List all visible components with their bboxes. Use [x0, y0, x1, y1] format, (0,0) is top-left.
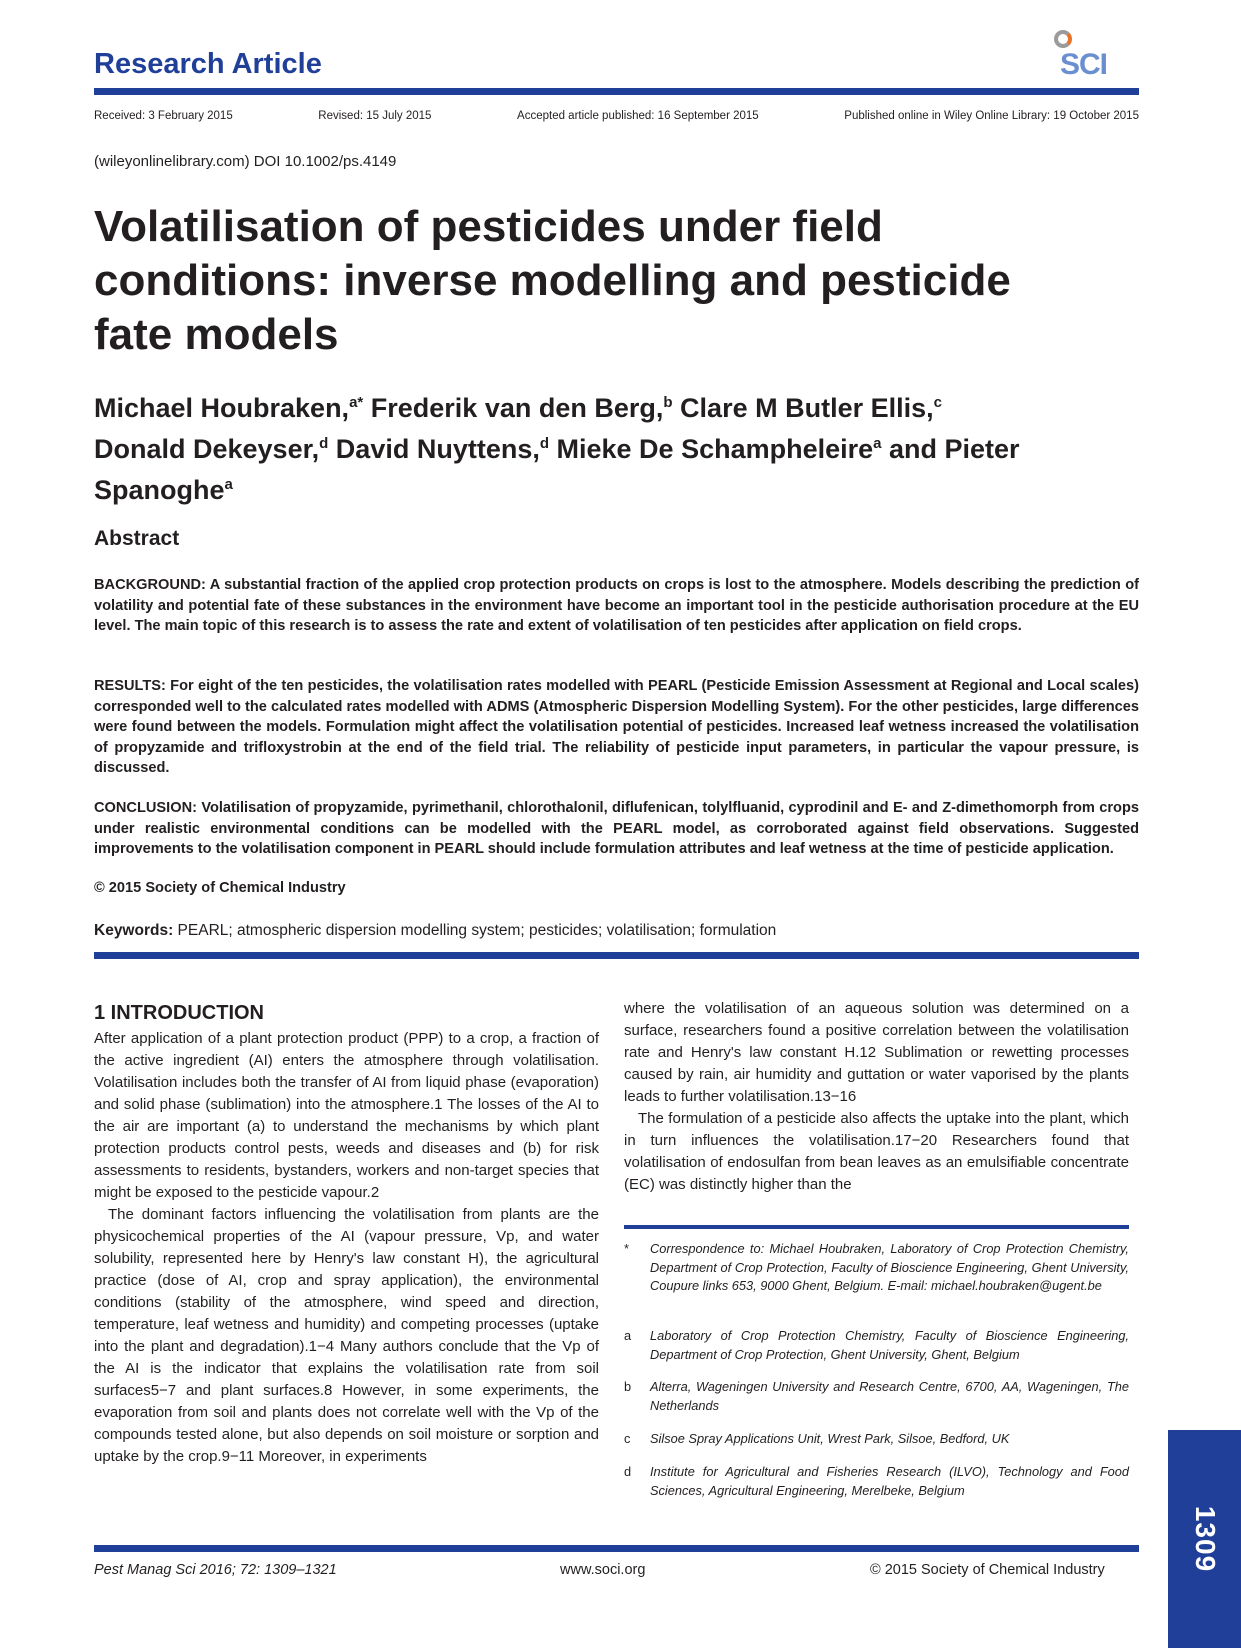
keywords-text: PEARL; atmospheric dispersion modelling system; pesticides; volatilisation; formulation [173, 922, 777, 939]
abstract-conclusion: CONCLUSION: Volatilisation of propyzamide, pyrimethanil, chlorothalonil, diflufenican, tolylfluanid, cyprodinil and E- and Z-dimethomorph from crops under realistic environmental conditions can be modelled with the PEARL model, as corroborated against field observations. Suggested improvements to the volatilisation component in PEARL should include formulation attributes and leaf wetness at the time of pesticide application. [94, 800, 1139, 857]
author: David Nuyttens,$^d$ [328, 434, 550, 464]
article-title: Volatilisation of pesticides under field conditions: inverse modelling and pesticide fate models [94, 202, 1011, 359]
affiliation-b: b Alterra, Wageningen University and Research Centre, 6700, AA, Wageningen, The Netherlands [624, 1379, 1129, 1413]
date-received: Received: 3 February 2015 [94, 110, 233, 122]
date-published: Published online in Wiley Online Library: 19 October 2015 [844, 110, 1139, 122]
affiliation-correspondence: * Correspondence to: Michael Houbraken, Laboratory of Crop Protection Chemistry, Department of Crop Protection, Faculty of Bioscience Engineering, Ghent University, Coupure links 653, 9000 Ghent, Belgium. E-mail: michael.houbraken@ugent.be [624, 1241, 1129, 1293]
paragraph: where the volatilisation of an aqueous solution was determined on a surface, researchers found a positive correlation between the volatilisation rate and Henry's law constant H.12 Sublimation or rewetting processes caused by rain, air humidity and guttation or water vaporised by the plants leads to further volatilisation.13−16 [624, 1000, 1129, 1105]
abstract-background: BACKGROUND: A substantial fraction of the applied crop protection products on crops is lost to the atmosphere. Models describing the prediction of volatility and potential fate of these substances in the environment have become an important tool in the pesticide authorisation procedure at the EU level. The main topic of this research is to assess the rate and extent of volatilisation of ten pesticides after application on field crops. [94, 577, 1139, 634]
date-revised: Revised: 15 July 2015 [318, 110, 432, 122]
author: Michael Houbraken,$^{a*}$ [94, 393, 364, 423]
page-number: 1309 [1189, 1505, 1221, 1573]
sci-logo [1050, 30, 1136, 84]
paragraph: After application of a plant protection product (PPP) to a crop, a fraction of the active ingredient (AI) enters the atmosphere through volatilisation. Volatilisation includes both the transfer of AI from liquid phase (evaporation) and solid phase (sublimation) into the atmosphere.1 The losses of the AI to the air are important (a) to understand the mechanisms by which plant protection products control pests, weeds and diseases and (b) for risk assessments to residents, bystanders, workers and non-target species that might be exposed to the pesticide vapour.2 [94, 1030, 599, 1201]
right-column [624, 998, 1129, 1196]
date-accepted: Accepted article published: 16 September 2015 [517, 110, 759, 122]
paragraph: The dominant factors influencing the volatilisation from plants are the physicochemical properties of the AI (vapour pressure, Vp, and water solubility, represented here by Henry's law constant H), the agricultural practice (dose of AI, crop and spray application), the environmental conditions (stability of the atmosphere, wind speed and direction, temperature, leaf wetness and humidity) and competing processes (uptake into the plant and degradation).1−4 Many authors conclude that the Vp of the AI is the indicator that explains the volatilisation rate from soil surfaces5−7 and plant surfaces.8 However, in some experiments, the evaporation from soil and plants does not correlate well with the Vp of the compounds tested alone, but also depends on soil moisture or sorption and uptake by the crop.9−11 Moreover, in experiments [94, 1206, 599, 1465]
page-number-tab [1168, 1430, 1241, 1648]
footer-copyright: © 2015 Society of Chemical Industry [870, 1562, 1105, 1578]
header-rule [94, 88, 1139, 95]
abstract-heading: Abstract [94, 527, 180, 550]
doi[interactable]: (wileyonlinelibrary.com) DOI 10.1002/ps.4149 [94, 153, 397, 170]
footer-journal: Pest Manag Sci 2016; 72: 1309–1321 [94, 1562, 337, 1578]
author: Clare M Butler Ellis,$^c$ [672, 393, 942, 423]
footer-rule [94, 1545, 1139, 1552]
introduction-heading: 1 INTRODUCTION [94, 1002, 264, 1024]
affiliation-d: d Institute for Agricultural and Fisheries Research (ILVO), Technology and Food Sciences, Agricultural Engineering, Merelbeke, Belgium [624, 1464, 1129, 1498]
abstract-results: RESULTS: For eight of the ten pesticides, the volatilisation rates modelled with PEARL (Pesticide Emission Assessment at Regional and Local scales) corresponded well to the calculated rates modelled with ADMS (Atmospheric Dispersion Modelling System). For the other pesticides, large differences were found between the models. Formulation might affect the volatilisation potential of pesticides. Increased leaf wetness increased the volatilisation of propyzamide and trifloxystrobin at the end of the field trial. The reliability of pesticide input parameters, in particular the vapour pressure, is discussed. [94, 678, 1139, 776]
affiliation-a: a Laboratory of Crop Protection Chemistry, Faculty of Bioscience Engineering, Department of Crop Protection, Ghent University, Ghent, Belgium [624, 1328, 1129, 1362]
keywords-label: Keywords: [94, 922, 174, 939]
sci-logo-text: SCI [1060, 48, 1108, 81]
affiliations-rule [624, 1225, 1129, 1229]
left-column [94, 1028, 599, 1468]
affiliation-c: c Silsoe Spray Applications Unit, Wrest Park, Silsoe, Bedford, UK [624, 1431, 1010, 1446]
section-rule [94, 952, 1139, 959]
footer-website[interactable]: www.soci.org [560, 1562, 646, 1578]
author: Donald Dekeyser,$^d$ [94, 434, 329, 464]
author: Mieke De Schampheleire$^a$ [549, 434, 882, 464]
author-list [94, 385, 1134, 508]
sci-logo-ring-icon [1054, 30, 1072, 48]
author: Frederik van den Berg,$^b$ [363, 393, 673, 423]
paragraph: The formulation of a pesticide also affects the uptake into the plant, which in turn influences the volatilisation.17−20 Researchers found that volatilisation of endosulfan from bean leaves as an emulsifiable concentrate (EC) was distinctly higher than the [624, 1110, 1129, 1193]
publication-dates [94, 110, 1139, 122]
keywords [94, 922, 776, 940]
article-type-label: Research Article [94, 48, 322, 80]
abstract-copyright: © 2015 Society of Chemical Industry [94, 880, 346, 896]
author: and Pieter Spanoghe$^a$ [94, 434, 1020, 505]
